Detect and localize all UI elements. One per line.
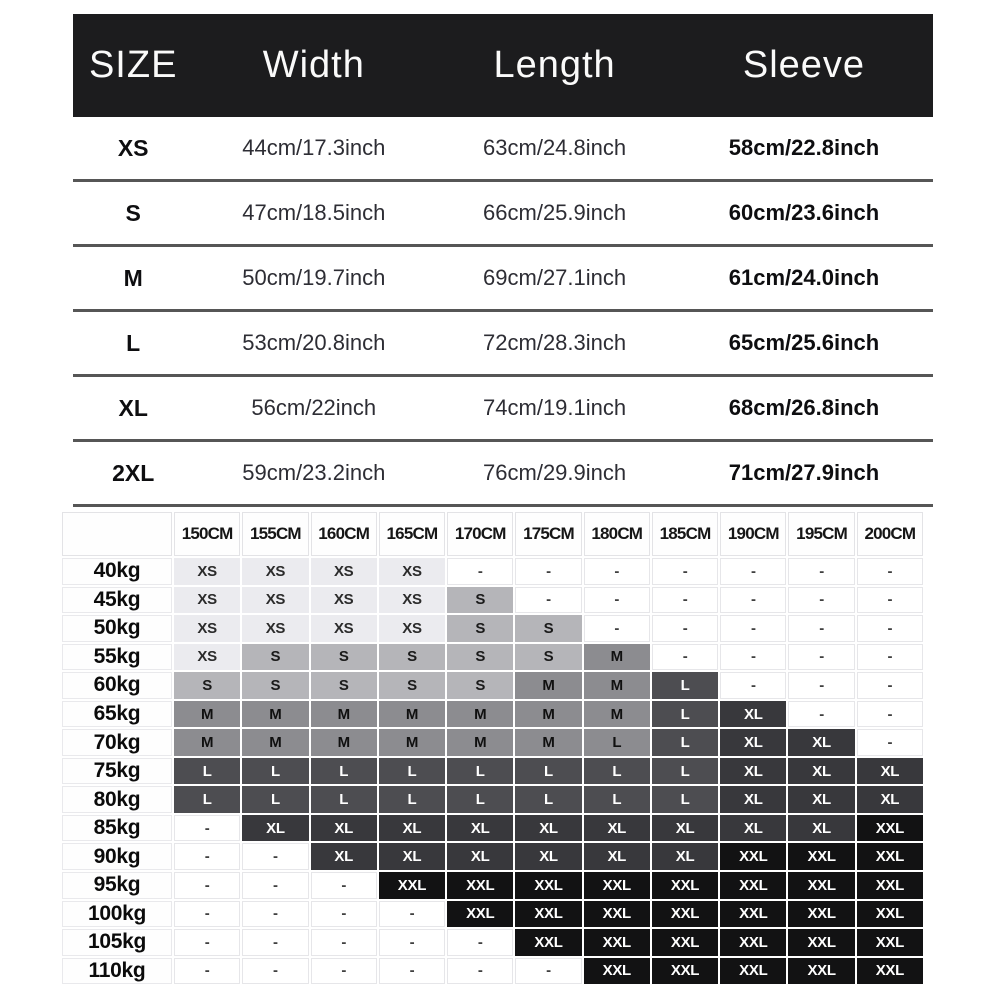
- matrix-cell: L: [584, 758, 650, 785]
- matrix-cell: S: [379, 672, 445, 699]
- matrix-cell: XS: [174, 558, 240, 585]
- matrix-cell: XXL: [652, 872, 718, 899]
- matrix-weight-label: 45kg: [62, 587, 172, 614]
- matrix-cell: XXL: [857, 872, 923, 899]
- matrix-cell: L: [652, 786, 718, 813]
- width-value: 56cm/22inch: [251, 395, 377, 420]
- matrix-cell: XXL: [515, 929, 581, 956]
- matrix-cell: XXL: [720, 872, 786, 899]
- matrix-cell: XXL: [857, 815, 923, 842]
- matrix-cell: XXL: [857, 929, 923, 956]
- matrix-cell: XXL: [720, 929, 786, 956]
- header-width: Width: [262, 44, 365, 86]
- matrix-cell: XXL: [720, 901, 786, 928]
- matrix-empty-cell: -: [788, 644, 854, 671]
- matrix-empty-cell: -: [242, 929, 308, 956]
- matrix-cell: XL: [584, 815, 650, 842]
- sleeve-value: 68cm/26.8inch: [728, 395, 880, 420]
- width-value: 50cm/19.7inch: [242, 265, 386, 290]
- sleeve-value: 60cm/23.6inch: [728, 200, 880, 225]
- matrix-empty-cell: -: [242, 901, 308, 928]
- matrix-cell: M: [515, 701, 581, 728]
- matrix-height-header: 180CM: [584, 512, 650, 556]
- matrix-cell: S: [447, 615, 513, 642]
- matrix-empty-cell: -: [720, 587, 786, 614]
- matrix-cell: XXL: [379, 872, 445, 899]
- size-label: L: [126, 329, 141, 356]
- matrix-cell: S: [242, 644, 308, 671]
- table-row: [73, 117, 933, 182]
- matrix-cell: XS: [174, 644, 240, 671]
- matrix-cell: S: [311, 672, 377, 699]
- matrix-weight-label: 80kg: [62, 786, 172, 813]
- matrix-cell: XS: [242, 615, 308, 642]
- matrix-empty-cell: -: [311, 958, 377, 985]
- matrix-empty-cell: -: [788, 615, 854, 642]
- header-length: Length: [493, 44, 616, 86]
- matrix-cell: L: [242, 758, 308, 785]
- matrix-weight-label: 95kg: [62, 872, 172, 899]
- header-sleeve: Sleeve: [742, 44, 866, 86]
- matrix-cell: L: [652, 672, 718, 699]
- matrix-weight-label: 70kg: [62, 729, 172, 756]
- matrix-height-header: 170CM: [447, 512, 513, 556]
- matrix-cell: M: [174, 701, 240, 728]
- matrix-cell: M: [584, 701, 650, 728]
- matrix-empty-cell: -: [857, 615, 923, 642]
- sleeve-value: 71cm/27.9inch: [728, 460, 880, 485]
- width-value: 53cm/20.8inch: [242, 330, 386, 355]
- size-label: XS: [117, 134, 149, 161]
- matrix-empty-cell: -: [242, 958, 308, 985]
- matrix-cell: XL: [720, 701, 786, 728]
- matrix-cell: L: [515, 786, 581, 813]
- matrix-empty-cell: -: [720, 615, 786, 642]
- matrix-weight-label: 55kg: [62, 644, 172, 671]
- matrix-empty-cell: -: [720, 644, 786, 671]
- matrix-cell: S: [447, 644, 513, 671]
- matrix-cell: M: [515, 729, 581, 756]
- matrix-weight-label: 105kg: [62, 929, 172, 956]
- matrix-empty-cell: -: [447, 558, 513, 585]
- matrix-cell: XXL: [720, 843, 786, 870]
- matrix-cell: S: [311, 644, 377, 671]
- matrix-empty-cell: -: [652, 587, 718, 614]
- size-table: [73, 14, 933, 507]
- matrix-cell: XXL: [584, 872, 650, 899]
- matrix-weight-label: 110kg: [62, 958, 172, 985]
- matrix-cell: XXL: [447, 901, 513, 928]
- matrix-cell: M: [242, 729, 308, 756]
- matrix-empty-cell: -: [857, 587, 923, 614]
- matrix-cell: S: [515, 644, 581, 671]
- header-size: SIZE: [88, 44, 178, 86]
- table-row: [73, 442, 933, 507]
- matrix-cell: M: [584, 672, 650, 699]
- matrix-cell: S: [447, 587, 513, 614]
- matrix-cell: XL: [652, 843, 718, 870]
- matrix-empty-cell: -: [720, 558, 786, 585]
- matrix-empty-cell: -: [242, 872, 308, 899]
- matrix-cell: XXL: [720, 958, 786, 985]
- matrix-cell: XL: [720, 758, 786, 785]
- matrix-weight-label: 100kg: [62, 901, 172, 928]
- matrix-empty-cell: -: [379, 901, 445, 928]
- table-row: [73, 312, 933, 377]
- fit-matrix: [62, 512, 923, 984]
- matrix-cell: M: [311, 729, 377, 756]
- size-table-header-row: [73, 14, 933, 117]
- matrix-cell: L: [584, 729, 650, 756]
- matrix-empty-cell: -: [857, 672, 923, 699]
- matrix-cell: XXL: [857, 901, 923, 928]
- matrix-empty-cell: -: [857, 644, 923, 671]
- table-row: [73, 182, 933, 247]
- matrix-cell: L: [652, 758, 718, 785]
- matrix-empty-cell: -: [652, 615, 718, 642]
- matrix-cell: XXL: [788, 958, 854, 985]
- matrix-cell: XS: [311, 587, 377, 614]
- matrix-weight-label: 85kg: [62, 815, 172, 842]
- matrix-cell: XL: [515, 843, 581, 870]
- matrix-cell: XL: [379, 843, 445, 870]
- matrix-empty-cell: -: [174, 958, 240, 985]
- matrix-cell: XS: [379, 615, 445, 642]
- matrix-cell: L: [379, 786, 445, 813]
- matrix-cell: L: [379, 758, 445, 785]
- size-label: 2XL: [112, 459, 155, 486]
- matrix-empty-cell: -: [174, 929, 240, 956]
- matrix-cell: XS: [379, 558, 445, 585]
- matrix-height-header: 160CM: [311, 512, 377, 556]
- sleeve-value: 61cm/24.0inch: [728, 265, 880, 290]
- matrix-cell: M: [515, 672, 581, 699]
- matrix-empty-cell: -: [720, 672, 786, 699]
- matrix-cell: XL: [720, 815, 786, 842]
- matrix-empty-cell: -: [515, 958, 581, 985]
- matrix-cell: L: [515, 758, 581, 785]
- matrix-cell: XL: [788, 729, 854, 756]
- matrix-cell: XXL: [788, 929, 854, 956]
- matrix-cell: S: [242, 672, 308, 699]
- matrix-cell: L: [174, 758, 240, 785]
- matrix-empty-cell: -: [857, 558, 923, 585]
- matrix-cell: S: [379, 644, 445, 671]
- width-value: 47cm/18.5inch: [242, 200, 386, 225]
- matrix-cell: XXL: [857, 843, 923, 870]
- matrix-empty-cell: -: [311, 929, 377, 956]
- length-value: 63cm/24.8inch: [483, 135, 627, 160]
- matrix-empty-cell: -: [447, 958, 513, 985]
- matrix-empty-cell: -: [447, 929, 513, 956]
- matrix-height-header: 150CM: [174, 512, 240, 556]
- matrix-empty-cell: -: [788, 672, 854, 699]
- matrix-cell: L: [311, 786, 377, 813]
- matrix-empty-cell: -: [174, 872, 240, 899]
- matrix-cell: XL: [584, 843, 650, 870]
- matrix-cell: L: [174, 786, 240, 813]
- matrix-cell: M: [242, 701, 308, 728]
- matrix-cell: XL: [720, 786, 786, 813]
- matrix-cell: XL: [788, 758, 854, 785]
- matrix-weight-label: 75kg: [62, 758, 172, 785]
- matrix-height-header: 155CM: [242, 512, 308, 556]
- length-value: 69cm/27.1inch: [483, 265, 627, 290]
- matrix-cell: XS: [379, 587, 445, 614]
- matrix-cell: M: [584, 644, 650, 671]
- matrix-empty-cell: -: [584, 558, 650, 585]
- matrix-empty-cell: -: [311, 872, 377, 899]
- matrix-cell: XXL: [584, 929, 650, 956]
- sleeve-value: 58cm/22.8inch: [728, 135, 880, 160]
- matrix-cell: XL: [447, 843, 513, 870]
- matrix-empty-cell: -: [379, 929, 445, 956]
- length-value: 66cm/25.9inch: [483, 200, 627, 225]
- matrix-cell: XL: [788, 786, 854, 813]
- matrix-cell: XS: [311, 558, 377, 585]
- width-value: 59cm/23.2inch: [242, 460, 386, 485]
- matrix-cell: XS: [174, 587, 240, 614]
- matrix-height-header: 185CM: [652, 512, 718, 556]
- matrix-empty-cell: -: [379, 958, 445, 985]
- matrix-empty-cell: -: [584, 587, 650, 614]
- matrix-cell: L: [652, 729, 718, 756]
- matrix-weight-label: 65kg: [62, 701, 172, 728]
- width-value: 44cm/17.3inch: [242, 135, 386, 160]
- size-label: M: [123, 264, 143, 291]
- matrix-weight-label: 60kg: [62, 672, 172, 699]
- matrix-cell: M: [379, 701, 445, 728]
- matrix-cell: L: [242, 786, 308, 813]
- matrix-cell: XXL: [788, 843, 854, 870]
- matrix-empty-cell: -: [174, 815, 240, 842]
- matrix-cell: XXL: [857, 958, 923, 985]
- matrix-height-header: 165CM: [379, 512, 445, 556]
- matrix-empty-cell: -: [584, 615, 650, 642]
- matrix-empty-cell: -: [788, 701, 854, 728]
- table-row: [73, 247, 933, 312]
- matrix-cell: XXL: [515, 901, 581, 928]
- matrix-weight-label: 50kg: [62, 615, 172, 642]
- matrix-cell: L: [311, 758, 377, 785]
- matrix-empty-cell: -: [857, 701, 923, 728]
- matrix-empty-cell: -: [515, 587, 581, 614]
- matrix-height-header: 195CM: [788, 512, 854, 556]
- table-row: [73, 377, 933, 442]
- matrix-cell: L: [584, 786, 650, 813]
- matrix-cell: XS: [242, 558, 308, 585]
- size-label: S: [125, 199, 141, 226]
- matrix-cell: M: [174, 729, 240, 756]
- matrix-cell: XXL: [447, 872, 513, 899]
- matrix-cell: XL: [857, 786, 923, 813]
- matrix-cell: XL: [652, 815, 718, 842]
- matrix-cell: M: [311, 701, 377, 728]
- matrix-cell: XXL: [515, 872, 581, 899]
- matrix-empty-cell: -: [652, 644, 718, 671]
- matrix-cell: M: [447, 729, 513, 756]
- matrix-cell: XXL: [652, 929, 718, 956]
- matrix-cell: XL: [311, 843, 377, 870]
- matrix-cell: XS: [242, 587, 308, 614]
- matrix-cell: XS: [311, 615, 377, 642]
- matrix-cell: XXL: [584, 901, 650, 928]
- matrix-height-header: 200CM: [857, 512, 923, 556]
- matrix-cell: L: [447, 786, 513, 813]
- matrix-corner: [62, 512, 172, 556]
- matrix-cell: XL: [242, 815, 308, 842]
- matrix-cell: S: [515, 615, 581, 642]
- matrix-cell: XL: [311, 815, 377, 842]
- matrix-empty-cell: -: [788, 558, 854, 585]
- matrix-empty-cell: -: [515, 558, 581, 585]
- matrix-empty-cell: -: [242, 843, 308, 870]
- length-value: 76cm/29.9inch: [483, 460, 627, 485]
- matrix-empty-cell: -: [174, 843, 240, 870]
- matrix-height-header: 175CM: [515, 512, 581, 556]
- matrix-cell: M: [379, 729, 445, 756]
- matrix-cell: XXL: [652, 901, 718, 928]
- length-value: 72cm/28.3inch: [483, 330, 627, 355]
- matrix-empty-cell: -: [311, 901, 377, 928]
- matrix-empty-cell: -: [857, 729, 923, 756]
- matrix-cell: S: [174, 672, 240, 699]
- matrix-weight-label: 90kg: [62, 843, 172, 870]
- length-value: 74cm/19.1inch: [483, 395, 627, 420]
- matrix-cell: XXL: [584, 958, 650, 985]
- matrix-cell: XS: [174, 615, 240, 642]
- matrix-cell: XL: [447, 815, 513, 842]
- matrix-cell: L: [652, 701, 718, 728]
- matrix-empty-cell: -: [788, 587, 854, 614]
- matrix-weight-label: 40kg: [62, 558, 172, 585]
- matrix-cell: XXL: [652, 958, 718, 985]
- sleeve-value: 65cm/25.6inch: [728, 330, 880, 355]
- matrix-cell: M: [447, 701, 513, 728]
- matrix-cell: XL: [379, 815, 445, 842]
- size-label: XL: [118, 394, 148, 421]
- matrix-cell: XXL: [788, 872, 854, 899]
- matrix-cell: XL: [515, 815, 581, 842]
- matrix-cell: XL: [788, 815, 854, 842]
- matrix-cell: XXL: [788, 901, 854, 928]
- matrix-cell: L: [447, 758, 513, 785]
- matrix-cell: XL: [720, 729, 786, 756]
- matrix-height-header: 190CM: [720, 512, 786, 556]
- matrix-empty-cell: -: [174, 901, 240, 928]
- matrix-empty-cell: -: [652, 558, 718, 585]
- matrix-cell: S: [447, 672, 513, 699]
- matrix-cell: XL: [857, 758, 923, 785]
